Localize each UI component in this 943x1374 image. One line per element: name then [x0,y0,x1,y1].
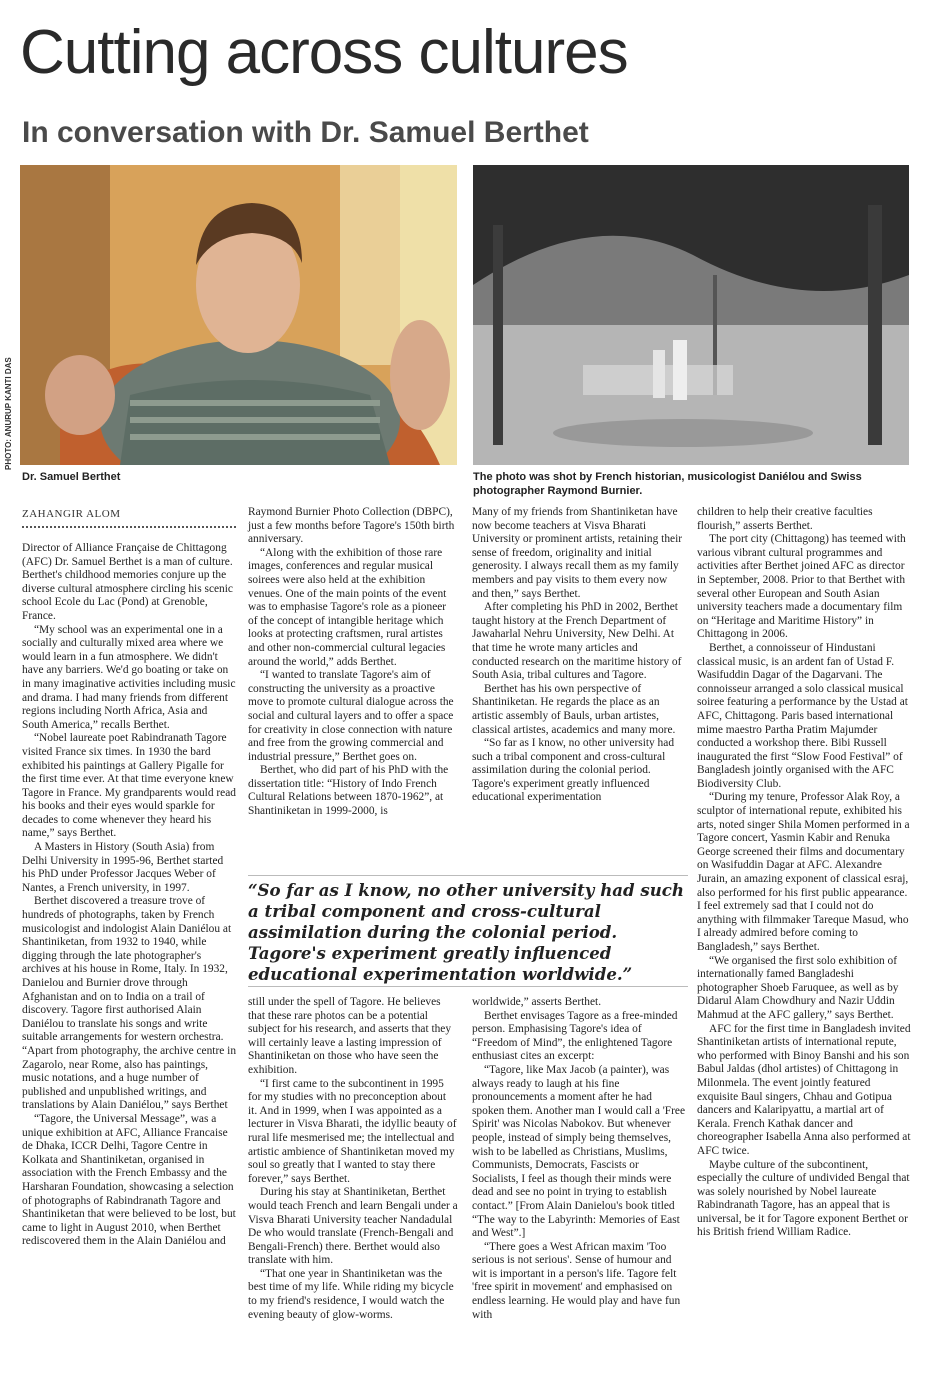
paragraph: “That one year in Shantiniketan was the best time of my life. While riding my bicycle to my friend's residence, I would watch the evening beauty of glow-worms. [248,1267,454,1321]
paragraph: AFC for the first time in Bangladesh invited Shantiniketan artists of international repute, who performed with Binoy Banshi and his son Babul Jaldas (dhol artistes) of Chittagong in Milonmela. The event jointly featured exquisite Baul singers, Chhau and Gotipua dancers and Kalaripyattu, a martial art of Kerala. French Kathak dancer and choreographer Isabella Anna also performed at AFC twice. [697,1022,911,1157]
paragraph: “So far as I know, no other university had such a tribal component and cross-cultural assimilation during the colonial period. Tagore's experiment greatly influenced educational experimentation [472,737,675,804]
headline: Cutting across cultures [20,18,628,87]
pull-quote-rule-bottom [248,986,688,987]
paragraph: “I wanted to translate Tagore's aim of constructing the university as a proactive move to promote cultural dialogue across the social and cultural layers and to offer a space for creativity in close connection with nature and free from the growing commercial and industrial pressure,” Berthet goes on. [248,669,454,763]
paragraph: A Masters in History (South Asia) from Delhi University in 1995-96, Berthet started his PhD under Professor Jacques Weber of Nantes, a French university, in 1997. [22,841,224,894]
portrait-illustration [20,165,457,465]
pull-quote-rule-top [248,875,688,876]
paragraph: Berthet envisages Tagore as a free-minded person. Emphasising Tagore's idea of “Freedom of Mind”, the enlightened Tagore enthusiast cites an excerpt: [472,1009,678,1063]
paragraph: Berthet has his own perspective of Shantiniketan. He regards the place as an artistic assembly of Bauls, urban artistes, classical artistes, academics and many more. [472,682,676,736]
portrait-photo [20,165,457,465]
paragraph: “My school was an experimental one in a socially and culturally mixed area where we would learn in a fun atmosphere. We didn't have any barriers. We'd go boating or take on in many imaginative activities including music and drama. I had many friends from different regions including North Africa, Asia and South America,” recalls Berthet. [22,623,236,731]
paragraph: “Tagore, like Max Jacob (a painter), was always ready to laugh at his fine pronouncements a moment after he had spoken them. Another man I would call a 'Free Spirit' was Nicolas Nabokov. But whenever people, instead of simply being themselves, wish to be labelled as Christians, Muslims, Communists, Democrats, Fascists or Socialists, I feel as though their minds were dead and see no point in trying to establish contact.” [From Alain Danielou's book titled “The way to the Labyrinth: Memories of East and West”.] [472,1063,686,1240]
paragraph: Raymond Burnier Photo Collection (DBPC), just a few months before Tagore's 150th birth anniversary. [248,506,455,546]
paragraph: “During my tenure, Professor Alak Roy, a sculptor of international repute, exhibited his arts, noted singer Shila Momen performed in a Tagore concert, Yasmin Kabir and Renuka George screened their films and documentary on Wasifuddin Dagar at AFC. Alexandre Jurain, an amazing exponent of classical esraj, also performed for his first public appearance. I feel extremely sad that I could not do anything with filmmaker Tareque Masud, who I already admired before coming to Bangladesh,” says Berthet. [697,791,910,953]
paragraph: children to help their creative faculties flourish,” asserts Berthet. [697,506,873,532]
article-column-1 [22,542,236,1249]
archive-photo [473,165,909,465]
photo-credit: PHOTO: ANURUP KANTI DAS [4,357,13,470]
subheadline: In conversation with Dr. Samuel Berthet [22,116,589,149]
paragraph: “Nobel laureate poet Rabindranath Tagore visited France six times. In 1930 the bard exhibited his paintings at Gallery Pigalle for the first time ever. At that time everyone knew Tagore in France. My grandparents would read his books and their eyes would sparkle for decades to come whenever they heard his name,” says Berthet. [22,732,236,840]
paragraph: “There goes a West African maxim 'Too serious is not serious'. Sense of humour and wit is important in a person's life. Tagore felt 'free spirit in movement' and emphasised on endless learning. He would play and have fun with [472,1240,681,1321]
paragraph: “Along with the exhibition of those rare images, conferences and regular musical soirees were also held at the exhibition venues. One of the main points of the event was to emphasise Tagore's role as a pioneer of the concept of intangible heritage which looks at protecting craftsmen, rural artistes and other non-commercial cultural legacies around the world,” adds Berthet. [248,546,447,668]
paragraph: still under the spell of Tagore. He believes that these rare photos can be a potential subject for his research, and asserts that they will certainly leave a lasting impression of Shantiniketan on those who have seen the exhibition. [248,996,452,1076]
paragraph: “We organised the first solo exhibition of internationally famed Bangladeshi photographer Shoeb Faruquee, as well as by Didarul Alam Chowdhury and Nazir Uddin Mahmud at the AFC gallery,” says Berthet. [697,954,899,1021]
article-column-4 [697,506,911,1240]
paragraph: During his stay at Shantiniketan, Berthet would teach French and learn Bengali under a Visva Bharati University teacher Nandadulal De who would translate (French-Bengali and Bengali-French) there. Berthet would also translate with him. [248,1186,458,1267]
archive-caption: The photo was shot by French historian, musicologist Daniélou and Swiss photographer Raymond Burnier. [473,471,862,497]
paragraph: Many of my friends from Shantiniketan have now become teachers at Visva Bharati University or prominent artists, retaining their sense of freedom, originality and initial generosity. I always recall them as my family members and pay visits to them every now and then,” says Berthet. [472,506,683,600]
paragraph: worldwide,” asserts Berthet. [472,996,602,1008]
paragraph: Berthet discovered a treasure trove of hundreds of photographs, taken by French musicologist and indologist Alain Daniélou at Shantiniketan, from 1932 to 1940, while digging through the late photographer's archives at his house in Rome, Italy. In 1932, Danielou and Burnier drove through Afghanistan and on to India on a trail of discovery. Tagore first authorised Alain Daniélou to translate his songs and write suitable arrangements for western orchestra. “Apart from photography, the archive centre in Zagarolo, near Rome, also has paintings, music notations, and a huge number of published and unpublished writings, and translations by Alain Daniélou,” says Berthet [22,895,237,1112]
byline: ZAHANGIR ALOM [22,508,121,520]
paragraph: “Tagore, the Universal Message”, was a unique exhibition at AFC, Alliance Francaise de Dhaka, ICCR Delhi, Tagore Centre in Kolkata and Shantiniketan, organised in association with the French Embassy and the Harsharan Foundation, showcasing a selection of photographs of Rabindranath Tagore and Shantiniketan that were believed to be lost, but came to light in August 2010, when Berthet rediscovered them in the Alain Daniélou and [22,1112,236,1248]
paragraph: Berthet, who did part of his PhD with the dissertation title: “History of Indo French Cultural Relations between 1870-1962”, at Shantiniketan in 1999-2000, is [248,764,449,818]
portrait-caption: Dr. Samuel Berthet [22,471,121,483]
article-column-3-top [472,506,686,805]
archive-illustration [473,165,909,465]
paragraph: Berthet, a connoisseur of Hindustani classical music, is an ardent fan of Ustad F. Wasifuddin Dagar of the Dagarvani. The connoisseur arranged a solo classical musical soiree featuring a performance by the Ustad at AFC, Chittagong. Paris based international mime maestro Partha Pratim Majumder conducted a workshop there. Bibi Russell inaugurated the first “Slow Food Festival” of Bangladesh jointly organised with the AFC Biodiversity Club. [697,641,908,790]
paragraph: “I first came to the subcontinent in 1995 for my studies with no preconception about it. And in 1999, when I was appointed as a lecturer in Visva Bharati, the idyllic beauty of rural life mesmerised me; the intellectual and artistic ambience of Shantiniketan moved my soul so greatly that I wanted to stay there forever,” says Berthet. [248,1077,457,1185]
pull-quote: “So far as I know, no other university had such a tribal component and cross-cultural assimilation during the colonial period. Tagore's experiment greatly influenced educational experimentation worldwide.” [248,880,684,984]
paragraph: After completing his PhD in 2002, Berthet taught history at the French Department of Jawaharlal Nehru University, New Delhi. At that time he wrote many articles and conducted research on the maritime history of South Asia, tribal cultures and Tagore. [472,601,682,682]
byline-divider [22,526,236,528]
paragraph: Maybe culture of the subcontinent, especially the culture of undivided Bengal that was solely nourished by Nobel laureate Rabindranath Tagore, has an appeal that is universal, be it for Tagore exponent Berthet or his British friend William Radice. [697,1158,910,1239]
paragraph: Director of Alliance Française de Chittagong (AFC) Dr. Samuel Berthet is a man of culture. Berthet's childhood memories conjure up the diverse cultural atmosphere circling his scenic school Ecole du Lac (Pond) at Grenoble, France. [22,542,233,622]
paragraph: The port city (Chittagong) has teemed with various vibrant cultural programmes and activities after Berthet joined AFC as director in September, 2008. Prior to that Berthet with several other European and South Asian university teachers made a documentary film on “Heritage and Maritime History” in Chittagong in 2006. [697,533,906,641]
article-column-3-bottom [472,996,686,1322]
article-column-2-bottom [248,996,458,1322]
article-column-2-top [248,506,458,819]
